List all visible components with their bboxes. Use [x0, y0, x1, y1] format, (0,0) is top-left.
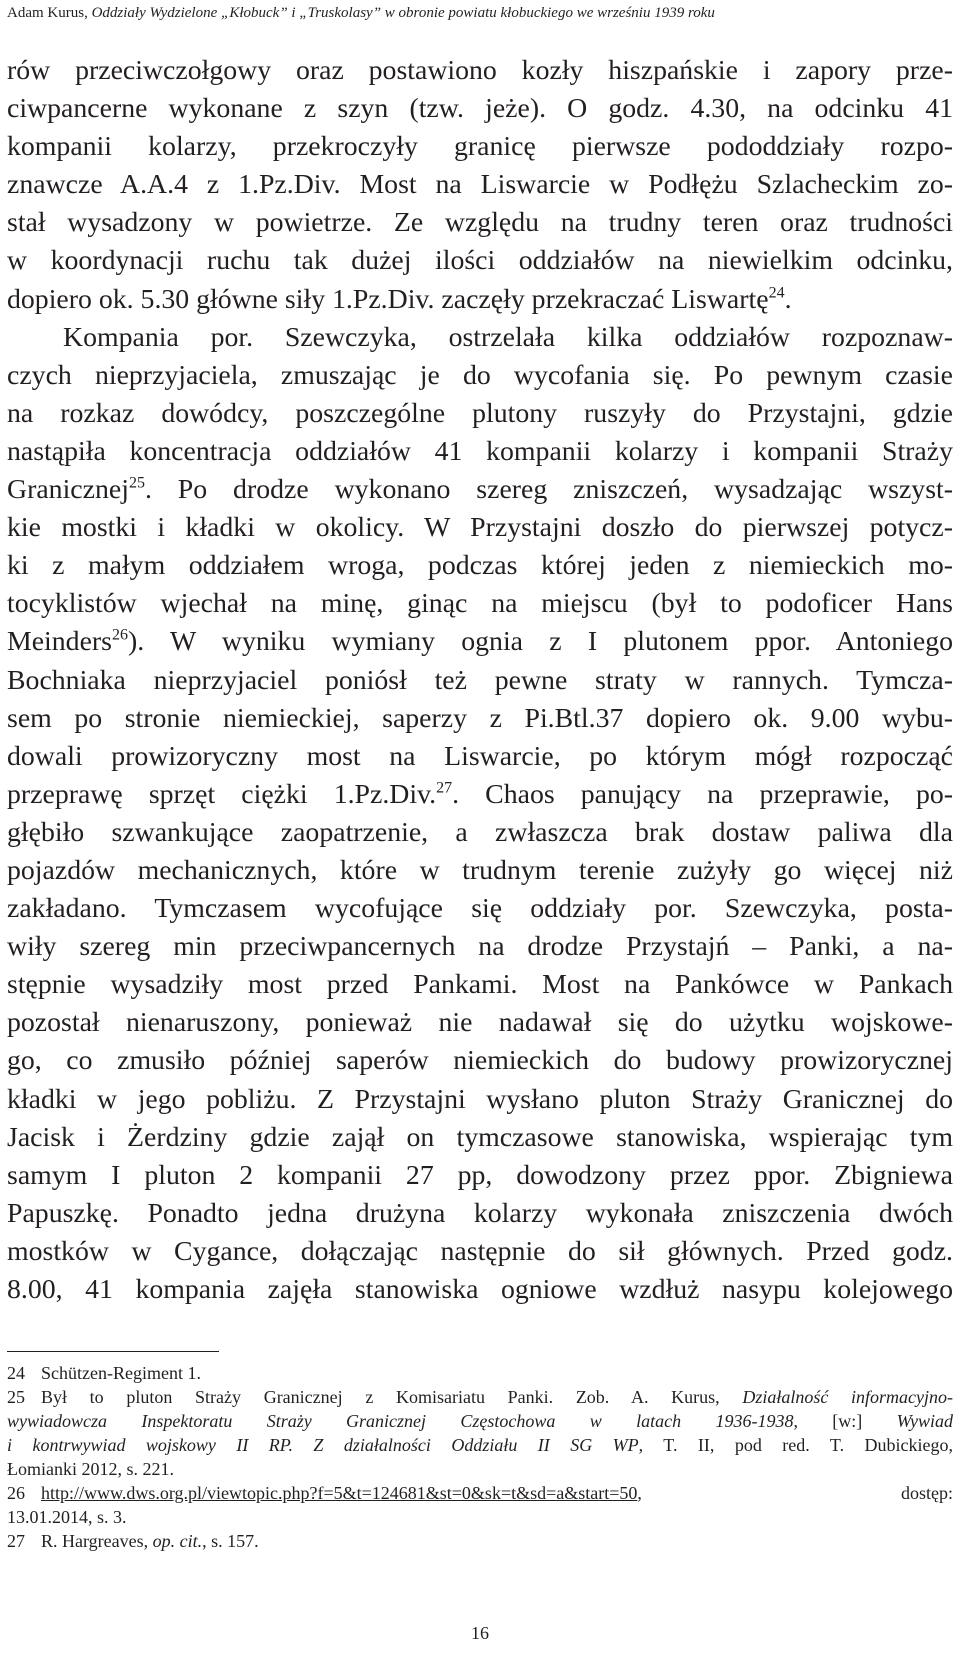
text-line: kompanii kolarzy, przekroczyły granicę pierwsze pododdziały rozpo-: [7, 131, 953, 163]
text-line: kie mostki i kładki w okolicy. W Przystajni doszło do pierwszej potycz-: [7, 512, 953, 544]
footnote-26-line: 13.01.2014, s. 3.: [7, 1507, 127, 1527]
footnote-url-link[interactable]: http://www.dws.org.pl/viewtopic.php?f=5&t=124681&st=0&sk=t&sd=a&start=50: [41, 1483, 638, 1503]
text-line: kładki w jego pobliżu. Z Przystajni wysłano pluton Straży Granicznej do: [7, 1083, 953, 1115]
footnote-italic-title: i kontrwywiad wojskowy II RP. Z działalności Oddziału II SG WP: [7, 1435, 639, 1455]
footnote-25-line: [7, 1433, 953, 1457]
text-line: czych nieprzyjaciela, zmuszając je do wycofania się. Po pewnym czasie: [7, 359, 953, 391]
footnote-number: 27: [7, 1531, 25, 1551]
footnote-26: [7, 1481, 953, 1505]
footnote-text: Schützen-Regiment 1.: [41, 1363, 201, 1383]
text-line: Jacisk i Żerdziny gdzie zajął on tymczasowe stanowiska, wspierając tym: [7, 1121, 953, 1153]
footnote-ref-25[interactable]: 25: [128, 474, 145, 492]
text-segment: Meinders: [7, 626, 112, 658]
text-line: [7, 471, 953, 509]
text-line: głębiło szwankujące zaopatrzenie, a zwłaszcza brak dostaw paliwa dla: [7, 816, 953, 848]
footnote-italic-title: op. cit.: [152, 1531, 203, 1551]
text-segment: . Chaos panujący na przeprawie, po-: [452, 778, 953, 810]
text-line: na rozkaz dowódcy, poszczególne plutony ruszyły do Przystajni, gdzie: [7, 397, 953, 429]
text-line: 8.00, 41 kompania zajęła stanowiska ogniowe wzdłuż nasypu kolejowego: [7, 1274, 953, 1305]
footnote-number: 26: [7, 1483, 25, 1503]
footnote-text: , dostęp:: [637, 1483, 953, 1503]
footnote-text: , [w:]: [793, 1411, 897, 1431]
footnote-number: 24: [7, 1363, 25, 1383]
footnote-25-line: Łomianki 2012, s. 221.: [7, 1459, 174, 1479]
text-line: sem po stronie niemieckiej, saperzy z Pi.Btl.37 dopiero ok. 9.00 wybu-: [7, 702, 953, 734]
text-line: ciwpancerne wykonane z szyn (tzw. jeże). O godz. 4.30, na odcinku 41: [7, 93, 953, 125]
text-segment: przeprawę sprzęt ciężki 1.Pz.Div.: [7, 778, 437, 810]
footnote-number: 25: [7, 1387, 25, 1407]
footnote-text: , s. 157.: [202, 1531, 259, 1551]
running-head-title: Oddziały Wydzielone „Kłobuck” i „Truskolasy” w obronie powiatu kłobuckiego we wrześniu 1939 roku: [91, 5, 715, 21]
text-line: [7, 623, 953, 661]
footnote-italic-title: Działalność informacyjno-: [742, 1387, 953, 1407]
text-line: samym I pluton 2 kompanii 27 pp, dowodzony przez ppor. Zbigniewa: [7, 1159, 953, 1191]
text-line: go, co zmusiło później saperów niemieckich do budowy prowizorycznej: [7, 1045, 953, 1077]
text-segment: Granicznej: [7, 474, 129, 506]
text-line: [7, 281, 953, 319]
footnote-25: [7, 1385, 953, 1409]
text-line: stał wysadzony w powietrze. Ze względu na trudny teren oraz trudności: [7, 207, 953, 239]
footnote-ref-26[interactable]: 26: [112, 627, 128, 645]
running-head: [7, 4, 953, 22]
footnote-24: [7, 1361, 953, 1385]
text-line: Kompania por. Szewczyka, ostrzelała kilka oddziałów rozpoznaw-: [63, 321, 953, 353]
text-line: w koordynacji ruchu tak dużej ilości oddziałów na niewielkim odcinku,: [7, 245, 953, 277]
text-segment: dopiero ok. 5.30 główne siły 1.Pz.Div. zaczęły przekraczać Liswartę: [7, 283, 769, 315]
footnote-text: , T. II, pod red. T. Dubickiego,: [638, 1435, 953, 1455]
page-number: 16: [471, 1623, 489, 1643]
text-line: dowali prowizoryczny most na Liswarcie, po którym mógł rozpocząć: [7, 740, 953, 772]
text-line: Papuszkę. Ponadto jedna drużyna kolarzy wykonała zniszczenia dwóch: [7, 1197, 953, 1229]
text-line: wiły szereg min przeciwpancernych na drodze Przystajń – Panki, a na-: [7, 931, 953, 963]
footnote-text: R. Hargreaves,: [41, 1531, 153, 1551]
text-segment: ). W wyniku wymiany ognia z I plutonem ppor. Antoniego: [128, 626, 953, 658]
text-line: Bochniaka nieprzyjaciel poniósł też pewne straty w rannych. Tymcza-: [7, 664, 953, 696]
footnote-text: Był to pluton Straży Granicznej z Komisariatu Panki. Zob. A. Kurus,: [41, 1387, 743, 1407]
body-text: [7, 52, 953, 1309]
footnote-italic-title: Wywiad: [896, 1411, 953, 1431]
text-line: stępnie wysadziły most przed Pankami. Most na Pankówce w Pankach: [7, 969, 953, 1001]
footnote-divider: [7, 1351, 219, 1352]
footnote-ref-27[interactable]: 27: [436, 779, 453, 797]
footnote-ref-24[interactable]: 24: [768, 284, 785, 302]
text-line: pozostał nienaruszony, ponieważ nie nadawał się do użytku wojskowe-: [7, 1007, 953, 1039]
text-line: zakładano. Tymczasem wycofujące się oddziały por. Szewczyka, posta-: [7, 893, 953, 925]
text-line: pojazdów mechanicznych, które w trudnym terenie zużyły go więcej niż: [7, 854, 953, 886]
footnote-25-line: [7, 1409, 953, 1433]
footnote-27: [7, 1529, 953, 1553]
footnote-italic-title: wywiadowcza Inspektoratu Straży Granicznej Częstochowa w latach 1936-1938: [7, 1411, 794, 1431]
running-head-author: Adam Kurus,: [7, 5, 92, 21]
text-line: znawcze A.A.4 z 1.Pz.Div. Most na Liswarcie w Podłężu Szlacheckim zo-: [7, 169, 953, 201]
text-segment: .: [784, 283, 792, 315]
text-line: [7, 776, 953, 814]
text-line: rów przeciwczołgowy oraz postawiono kozły hiszpańskie i zapory prze-: [7, 55, 953, 86]
text-segment: . Po drodze wykonano szereg zniszczeń, wysadzając wszyst-: [144, 474, 953, 506]
footnotes: [7, 1361, 953, 1553]
text-line: tocyklistów wjechał na minę, ginąc na miejscu (był to podoficer Hans: [7, 588, 953, 620]
text-line: nastąpiła koncentracja oddziałów 41 kompanii kolarzy i kompanii Straży: [7, 435, 953, 467]
text-line: ki z małym oddziałem wroga, podczas której jeden z niemieckich mo-: [7, 550, 953, 582]
text-line: mostków w Cygance, dołączając następnie do sił głównych. Przed godz.: [7, 1235, 953, 1267]
